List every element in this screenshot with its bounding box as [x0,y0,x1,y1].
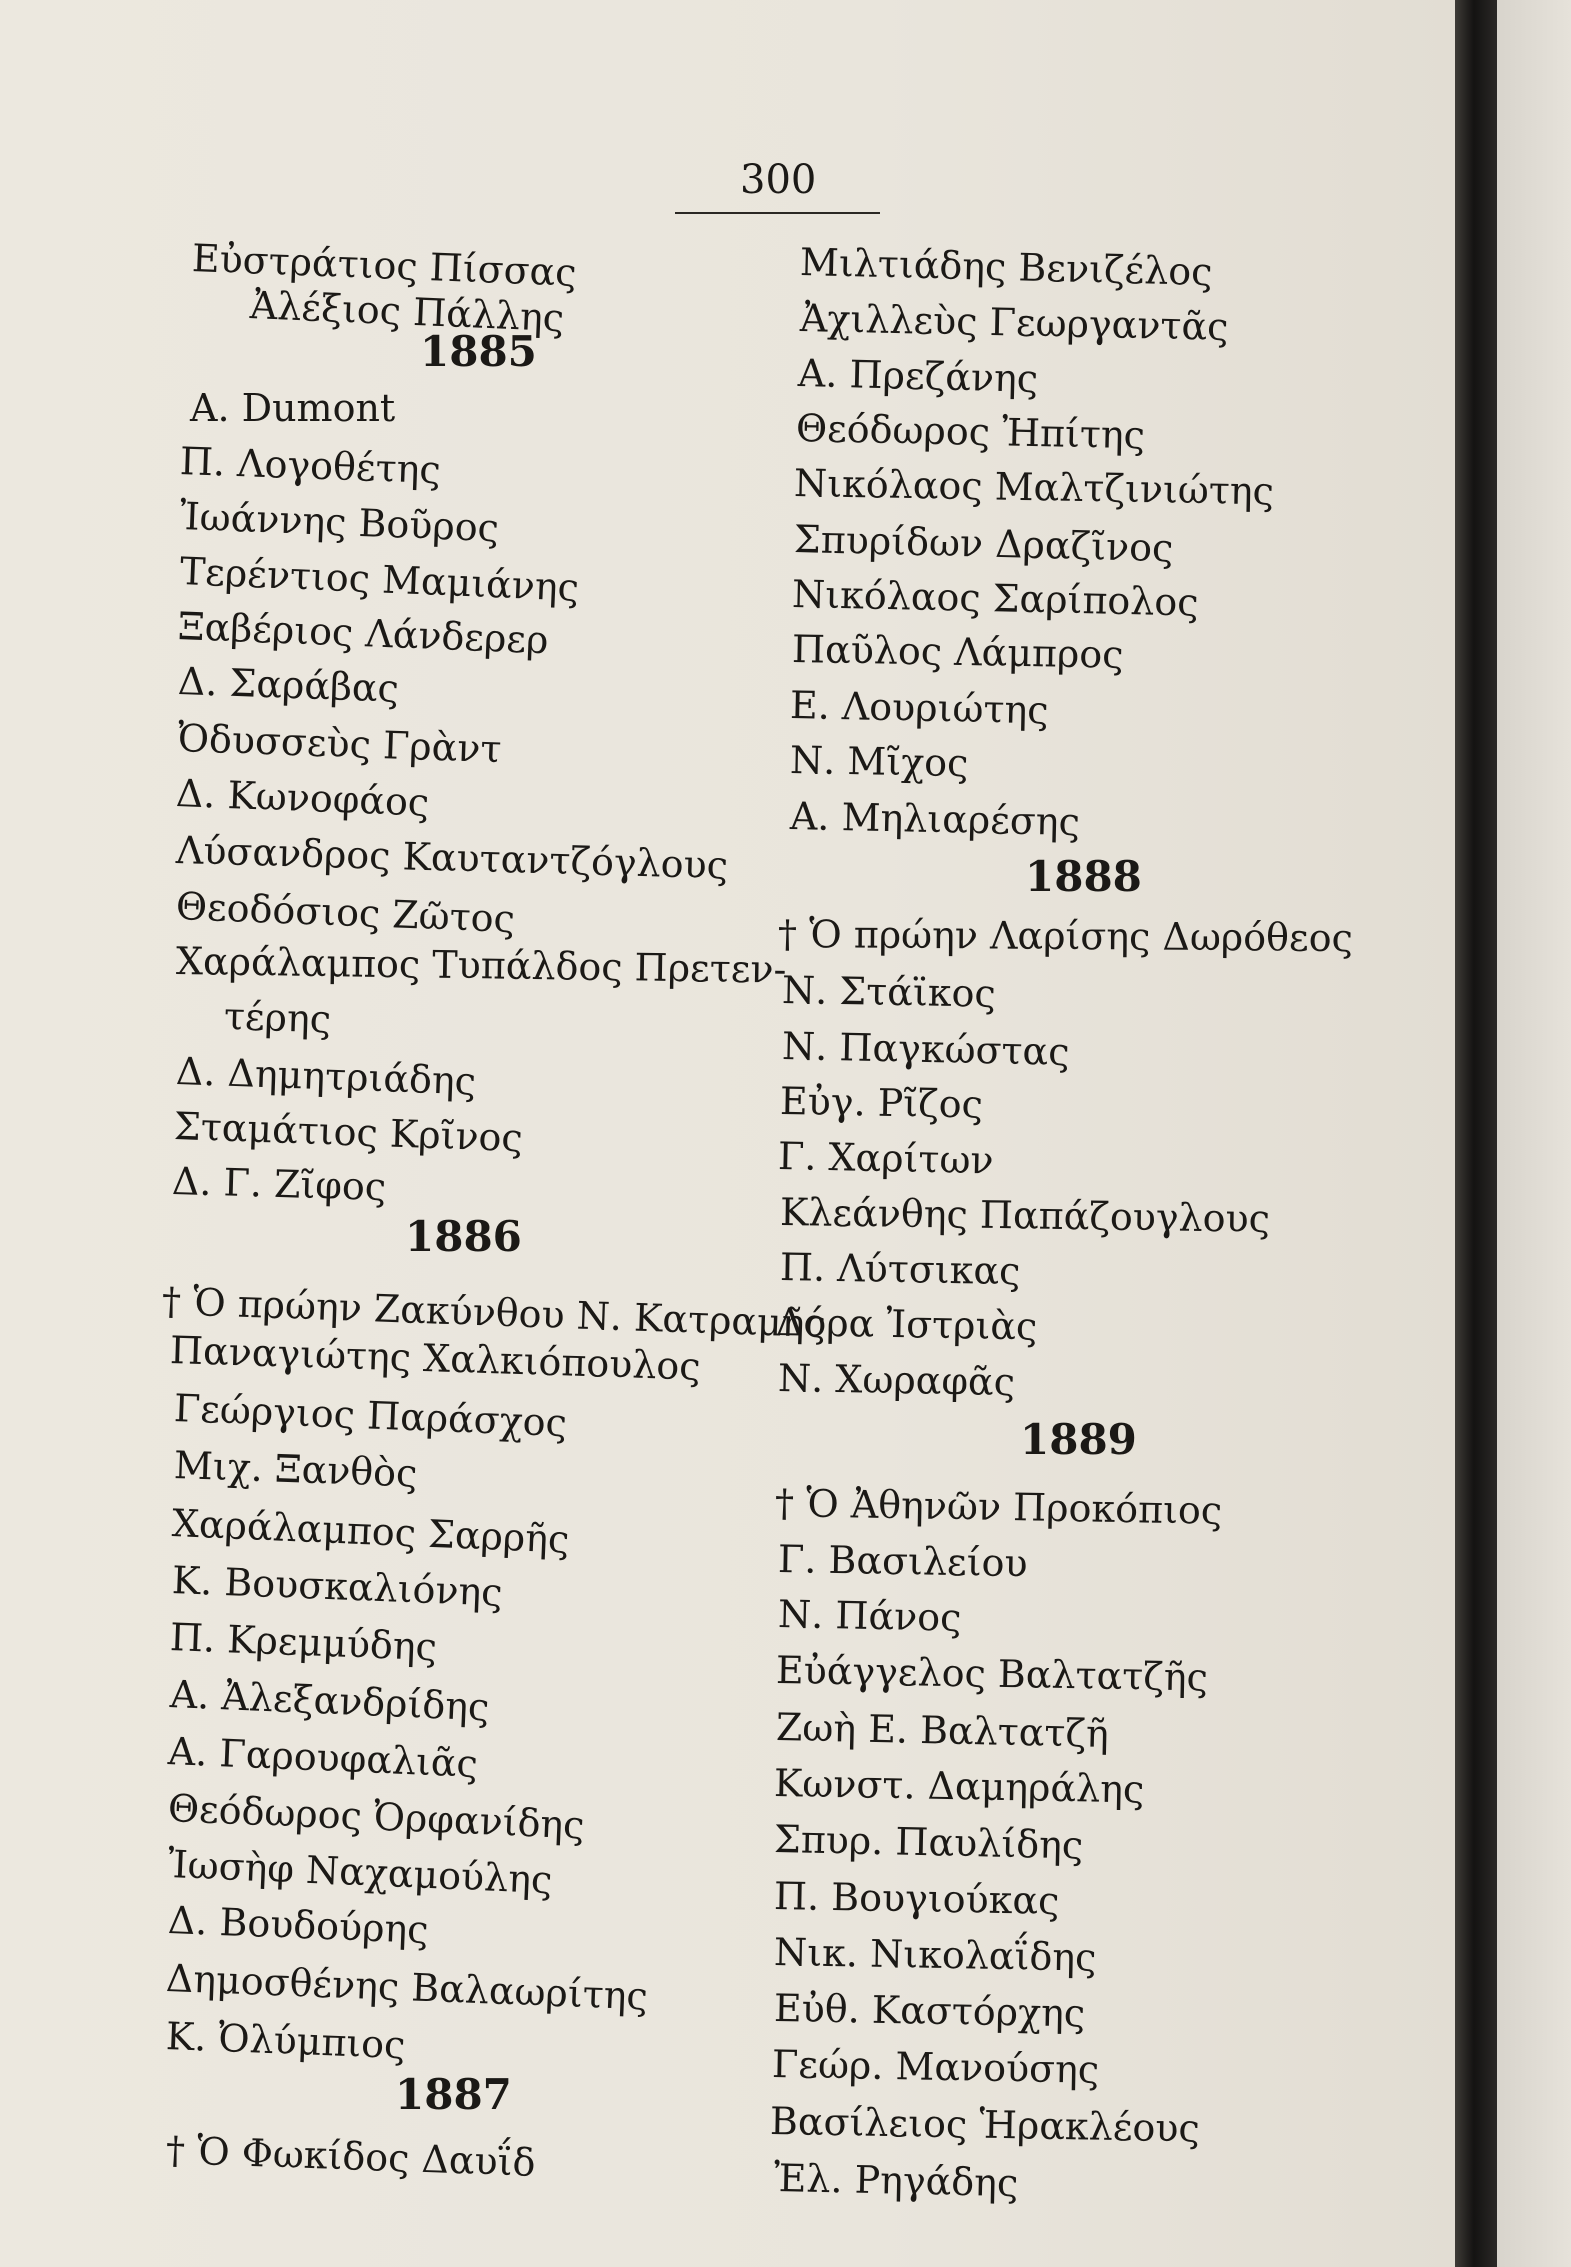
name-entry: Ν. Χωραφᾶς [777,1356,1016,1405]
name-entry: Α. Μηλιαρέσης [789,794,1081,845]
name-entry: Λύσανδρος Καυταντζόγλους [175,828,729,888]
name-entry: Δημοσθένης Βαλαωρίτης [165,1956,649,2019]
name-entry: † Ὁ Φωκίδος Δαυΐδ [165,2128,537,2185]
name-entry: Κ. Ὀλύμπιος [165,2014,407,2068]
name-entry: Δ. Γ. Ζῖφος [171,1159,387,1209]
name-entry: Εὐγ. Ρῖζος [779,1079,984,1127]
name-entry: Π. Λογοθέτης [179,439,442,493]
name-entry: Θεόδωρος Ἠπίτης [795,406,1146,458]
name-entry: Ἀλέξιος Πάλλης [249,283,565,341]
name-entry: Κ. Βουσκαλιόνης [171,1558,504,1615]
name-entry: Γ. Βασιλείου [777,1537,1028,1586]
name-entry: Σταμάτιος Κρῖνος [173,1104,524,1161]
name-entry: Βασίλειος Ἡρακλέους [769,2099,1201,2151]
name-entry: Δ. Κωνοφάος [175,771,431,825]
name-entry: Νικόλαος Σαρίπολος [791,572,1200,625]
year-heading: 1888 [1025,852,1142,901]
page-number: 300 [740,157,817,203]
name-entry: Α. Dumont [190,386,396,430]
name-entry: Α. Πρεζάνης [797,351,1039,401]
name-entry: Τερέντιος Μαμιάνης [179,549,580,610]
book-binding-shadow [1455,0,1497,2267]
name-entry: Μιχ. Ξανθὸς [173,1443,419,1496]
name-entry: Ν. Πάνος [777,1592,962,1640]
name-entry: Θεόδωρος Ὀρφανίδης [167,1786,586,1848]
name-entry: Ἀχιλλεὺς Γεωργαντᾶς [799,296,1229,349]
name-entry: Ἐλ. Ρηγάδης [773,2156,1019,2206]
name-entry: Α. Γαρουφαλιᾶς [167,1729,479,1786]
name-entry: Εὐθ. Καστόρχης [773,1986,1086,2036]
name-entry: Θεοδόσιος Ζῶτος [175,884,516,942]
name-entry: † Ὁ πρώην Ζακύνθου Ν. Κατραμῆς [161,1279,827,1347]
name-entry: Κλεάνθης Παπάζουγλους [779,1190,1271,1241]
name-entry: Παναγιώτης Χαλκιόπουλος [169,1328,702,1389]
name-entry: Μιλτιάδης Βενιζέλος [799,240,1214,295]
year-heading: 1885 [420,327,537,376]
name-entry: Χαράλαμπος Τυπάλδος Πρετεν- [175,939,787,992]
right-column [760,0,1455,2267]
name-entry: Χαράλαμπος Σαρρῆς [171,1501,571,1562]
name-entry: Ν. Στάϊκος [781,968,997,1016]
name-entry: Ν. Μῖχος [789,738,969,786]
name-entry: Γεώρ. Μανούσης [771,2042,1100,2092]
name-entry: Ν. Παγκώστας [781,1024,1070,1075]
name-entry: Νικ. Νικολαΐδης [773,1930,1097,1980]
name-entry: Δ. Βουδούρης [167,1898,430,1952]
name-entry: Ὀδυσσεὺς Γρὰντ [177,716,503,772]
name-entry: Δ. Δημητριάδης [175,1049,477,1104]
name-entry: Π. Λύτσικας [779,1245,1021,1294]
year-heading: 1887 [395,2070,512,2119]
name-entry: Ἰωάννης Βοῦρος [179,494,500,551]
name-entry: Π. Βουγιούκας [773,1874,1060,1923]
year-heading: 1889 [1020,1415,1137,1464]
facing-page-edge [1497,0,1571,2267]
name-entry: Εὐστράτιος Πίσσας [191,236,578,295]
name-entry: Δόρα Ἰστριὰς [775,1300,1038,1349]
name-entry: Παῦλος Λάμπρος [791,627,1124,677]
name-entry: Π. Κρεμμύδης [169,1615,438,1670]
name-entry: † Ὁ Ἀθηνῶν Προκόπιος [774,1481,1223,1533]
name-entry: Α. Ἀλεξανδρίδης [169,1672,491,1730]
name-entry: Σπυρίδων Δραζῖνος [793,517,1174,571]
name-entry: Δ. Σαράβας [177,659,400,711]
name-entry: Ἰωσὴφ Ναχαμούλης [167,1842,554,1903]
name-entry: Ξαβέριος Λάνδερερ [177,604,550,663]
name-entry: Σπυρ. Παυλίδης [773,1817,1084,1868]
name-entry: Εὐάγγελος Βαλτατζῆς [775,1648,1209,1700]
name-entry: Κωνστ. Δαμηράλης [773,1761,1145,1812]
name-entry: Γεώργιος Παράσχος [173,1386,568,1446]
year-heading: 1886 [405,1212,522,1261]
name-entry: Νικόλαος Μαλτζινιώτης [793,461,1275,514]
name-entry: Ζωὴ Ε. Βαλτατζῆ [775,1705,1110,1756]
name-entry: † Ὁ πρώην Λαρίσης Δωρόθεος [777,912,1353,961]
name-entry: Γ. Χαρίτων [777,1134,995,1183]
name-entry-continuation: τέρης [223,994,332,1042]
name-entry: Ε. Λουριώτης [789,683,1050,733]
